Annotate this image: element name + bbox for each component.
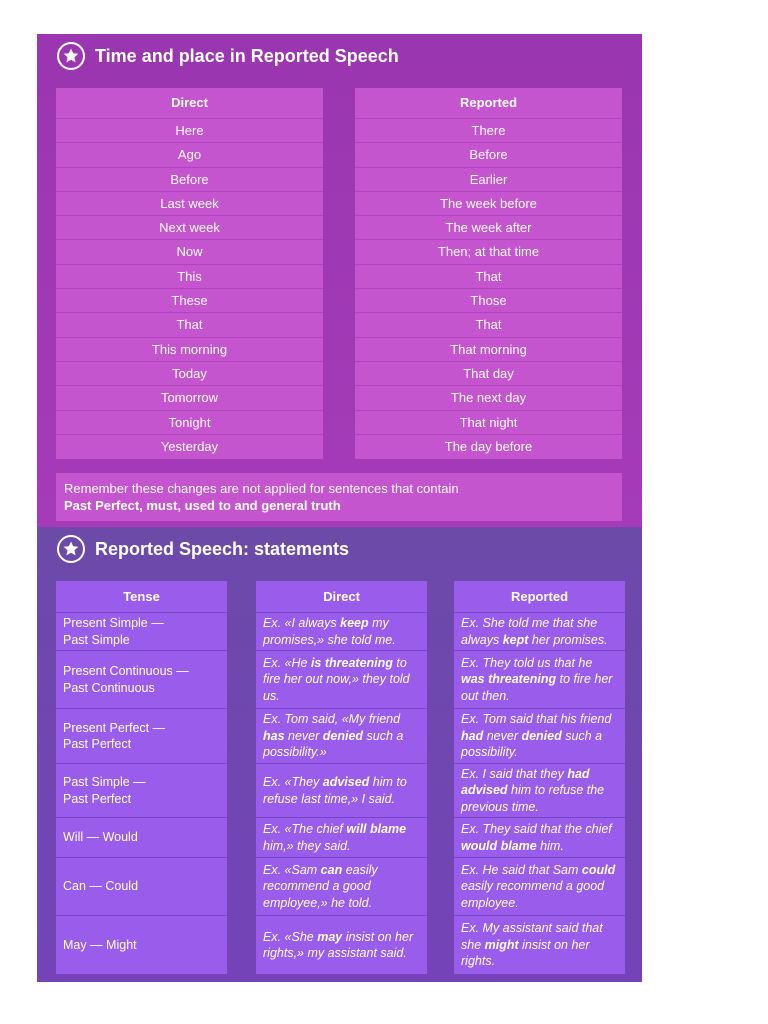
table-row: Yesterday xyxy=(160,438,219,454)
tense-header: Tense xyxy=(56,581,227,613)
tense-cell: Will — Would xyxy=(56,818,227,858)
direct-example: Ex. «He is threatening to fire her out now,» they told us. xyxy=(256,651,427,709)
direct-example: Ex. Tom said, «My friend has never denied such a possibility.» xyxy=(256,709,427,764)
reported-example: Ex. I said that they had advised him to refuse the previous time. xyxy=(454,764,625,818)
exceptions-note xyxy=(56,473,622,521)
direct-column xyxy=(56,88,323,459)
reported-example: Ex. He said that Sam could easily recommend a good employee. xyxy=(454,858,625,916)
reported-header: Reported xyxy=(355,88,622,119)
table-row: Today xyxy=(56,362,323,386)
table-row: That xyxy=(355,313,622,337)
tense-cell: Past Simple — Past Perfect xyxy=(56,764,227,818)
direct-header: Direct xyxy=(256,581,427,613)
reported-example: Ex. My assistant said that she might insist on her rights. xyxy=(461,921,603,969)
table-row: This xyxy=(56,265,323,289)
section2-heading xyxy=(57,531,349,567)
reported-column xyxy=(355,88,622,459)
table-row: The day before xyxy=(444,438,533,454)
direct-examples-column xyxy=(256,581,427,974)
note-text: Remember these changes are not applied for sentences that contain xyxy=(64,481,459,496)
table-row: That night xyxy=(355,411,622,435)
table-row: That day xyxy=(355,362,622,386)
direct-example: Ex. «They advised him to refuse last time,» I said. xyxy=(256,764,427,818)
statements-panel xyxy=(37,527,642,982)
section2-title: Reported Speech: statements xyxy=(95,538,350,559)
star-icon xyxy=(57,42,85,70)
table-row: The week after xyxy=(355,216,622,240)
table-row: Now xyxy=(56,240,323,264)
direct-example: Ex. «The chief will blame him,» they said. xyxy=(256,818,427,858)
reported-examples-column xyxy=(454,581,625,974)
reported-example: Ex. They said that the chief would blame him. xyxy=(454,818,625,858)
tense-cell: Present Perfect — Past Perfect xyxy=(56,709,227,764)
reported-example: Ex. They told us that he was threatening to fire her out then. xyxy=(454,651,625,709)
table-row: Here xyxy=(56,119,323,143)
table-row: That morning xyxy=(355,338,622,362)
direct-example: Ex. «Sam can easily recommend a good employee,» he told. xyxy=(256,858,427,916)
table-row: Ago xyxy=(56,143,323,167)
table-row: Last week xyxy=(56,192,323,216)
note-emphasis: Past Perfect, must, used to and general truth xyxy=(64,498,341,513)
table-row: Those xyxy=(355,289,622,313)
direct-example: Ex. «I always keep my promises,» she told me. xyxy=(256,613,427,651)
tense-cell: May — Might xyxy=(63,937,137,952)
direct-header: Direct xyxy=(56,88,323,119)
table-row: Next week xyxy=(56,216,323,240)
section1-title: Time and place in Reported Speech xyxy=(95,45,399,66)
table-row: This morning xyxy=(56,338,323,362)
table-row: That xyxy=(355,265,622,289)
direct-example: Ex. «She may insist on her rights,» my assistant said. xyxy=(263,929,414,960)
table-row: The week before xyxy=(355,192,622,216)
reported-header: Reported xyxy=(454,581,625,613)
tense-cell: Can — Could xyxy=(56,858,227,916)
section1-heading xyxy=(57,38,399,74)
tense-column xyxy=(56,581,227,974)
table-row: Tomorrow xyxy=(56,386,323,410)
table-row: The next day xyxy=(355,386,622,410)
table-row: That xyxy=(56,313,323,337)
tense-cell: Present Simple — Past Simple xyxy=(56,613,227,651)
reported-example: Ex. She told me that she always kept her promises. xyxy=(454,613,625,651)
star-icon xyxy=(57,535,85,563)
table-row: Earlier xyxy=(355,168,622,192)
time-place-panel xyxy=(37,34,642,527)
table-row: Before xyxy=(56,168,323,192)
tense-cell: Present Continuous — Past Continuous xyxy=(56,651,227,709)
reported-example: Ex. Tom said that his friend had never denied such a possibility. xyxy=(454,709,625,764)
table-row: Before xyxy=(355,143,622,167)
table-row: These xyxy=(56,289,323,313)
table-row: Then; at that time xyxy=(355,240,622,264)
table-row: There xyxy=(355,119,622,143)
table-row: Tonight xyxy=(56,411,323,435)
